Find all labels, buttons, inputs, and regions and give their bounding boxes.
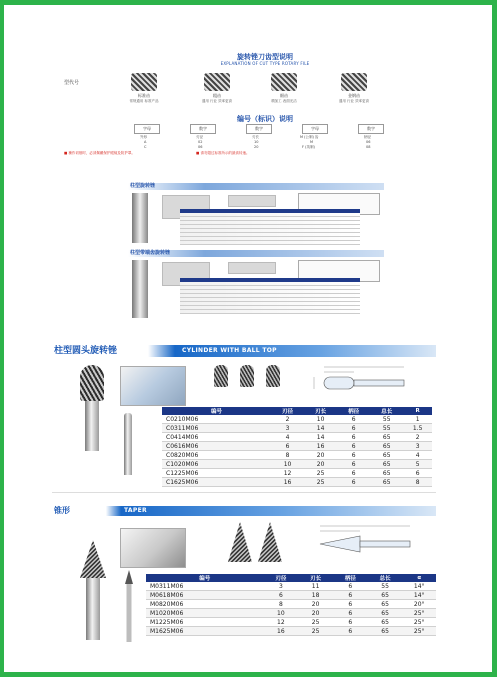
cut-fine-image — [271, 73, 297, 91]
cut-type-subtitle: EXPLANATION OF CUT TYPE ROTARY FILE — [220, 61, 310, 66]
table-cell: 12 — [271, 469, 304, 478]
code-desc-1-mid: A — [144, 140, 147, 144]
table-cell: 12 — [264, 618, 299, 627]
table-cell: 1 — [403, 415, 432, 424]
table-row — [162, 478, 432, 487]
table-cell: M0618M06 — [146, 591, 264, 600]
table-cell: 65 — [370, 442, 403, 451]
cut-fine-desc: 精加工 表面光洁 — [271, 99, 297, 103]
table-row — [162, 415, 432, 424]
table-cell: M1225M06 — [146, 618, 264, 627]
small-taper-burr-photo — [124, 570, 134, 642]
col-radius: R — [403, 407, 432, 415]
mini-burr-photos — [228, 195, 276, 207]
code-explanation-title: 编号（标识）说明 — [237, 115, 293, 123]
taper-burr-photos — [228, 522, 284, 566]
table-cell: 4 — [403, 451, 432, 460]
table-cell: 6 — [337, 460, 370, 469]
table-cell: 65 — [370, 433, 403, 442]
table-row — [146, 618, 436, 627]
taper-col-cut-length: 刃长 — [298, 574, 333, 582]
table-cell: 25 — [304, 469, 337, 478]
green-border-bottom — [0, 672, 497, 677]
taper-usage-photo — [120, 528, 186, 568]
mini-spec-table-end-cut — [180, 278, 360, 314]
col-cut-diameter: 刃径 — [271, 407, 304, 415]
table-cell: 25° — [402, 627, 436, 636]
cut-type-title: 旋转锉刀齿型说明 — [237, 53, 293, 61]
table-cell: 6 — [333, 618, 368, 627]
cylinder-ball-title-en: CYLINDER WITH BALL TOP — [182, 347, 277, 354]
table-cell: 6 — [337, 478, 370, 487]
table-cell: 25 — [298, 618, 333, 627]
table-cell: M0311M06 — [146, 582, 264, 591]
table-cell: 55 — [368, 582, 403, 591]
taper-col-cut-diameter: 刃径 — [264, 574, 299, 582]
cylinder-ball-usage-photo — [120, 366, 186, 406]
cut-coarse-name: 粗齿 — [213, 93, 221, 98]
mini-spec-table-cylinder — [180, 209, 360, 245]
table-cell: 25° — [402, 609, 436, 618]
table-cell: 6 — [333, 609, 368, 618]
taper-spec-table — [146, 574, 436, 636]
table-cell: 14 — [304, 433, 337, 442]
code-desc-3-bot: 20 — [254, 145, 259, 149]
table-row — [162, 469, 432, 478]
table-row — [162, 433, 432, 442]
table-cell: 65 — [368, 627, 403, 636]
green-border-right — [492, 0, 497, 677]
mini-tool-end-cut-photo — [132, 260, 148, 318]
table-cell: 20 — [298, 600, 333, 609]
table-cell: 10 — [271, 460, 304, 469]
table-cell: 6 — [403, 469, 432, 478]
table-cell: 8 — [271, 451, 304, 460]
taper-banner — [52, 506, 436, 516]
mini-section-cylinder-end-cut — [128, 250, 384, 320]
code-desc-4-mid: M — [310, 140, 314, 144]
table-cell: 20 — [304, 451, 337, 460]
table-cell: 6 — [333, 582, 368, 591]
table-cell: 25 — [304, 478, 337, 487]
table-row — [162, 424, 432, 433]
table-cell: 11 — [298, 582, 333, 591]
table-cell: 65 — [370, 478, 403, 487]
table-row — [146, 582, 436, 591]
cut-type-diamond — [336, 73, 372, 104]
table-cell: 6 — [264, 591, 299, 600]
table-cell: 14 — [304, 424, 337, 433]
table-cell: 16 — [264, 627, 299, 636]
table-cell: 10 — [304, 415, 337, 424]
table-cell: 65 — [368, 591, 403, 600]
table-cell: 65 — [368, 618, 403, 627]
table-cell: 4 — [271, 433, 304, 442]
green-border-top — [0, 0, 497, 5]
table-row — [146, 627, 436, 636]
code-desc-5-top: 柄径 — [364, 135, 371, 139]
taper-title-cn: 锥形 — [54, 506, 70, 515]
table-row — [162, 442, 432, 451]
cylinder-ball-spec-table — [162, 407, 432, 487]
table-cell: 14° — [402, 582, 436, 591]
table-cell: 5 — [403, 460, 432, 469]
code-desc-3-mid: 10 — [254, 140, 259, 144]
table-cell: 65 — [368, 600, 403, 609]
table-cell: C1020M06 — [162, 460, 271, 469]
taper-burr-head — [78, 540, 108, 578]
cut-type-coarse — [199, 73, 235, 104]
table-cell: 8 — [403, 478, 432, 487]
table-cell: 1.5 — [403, 424, 432, 433]
table-cell: M1625M06 — [146, 627, 264, 636]
table-cell: C0414M06 — [162, 433, 271, 442]
table-cell: 10 — [264, 609, 299, 618]
code-desc-2-top: 刃径 — [196, 135, 203, 139]
cylinder-ball-dimension-diagram — [304, 359, 414, 403]
table-cell: 6 — [333, 627, 368, 636]
table-cell: 16 — [271, 478, 304, 487]
table-cell: 20° — [402, 600, 436, 609]
table-cell: M0820M06 — [146, 600, 264, 609]
table-cell: C0311M06 — [162, 424, 271, 433]
table-row — [162, 451, 432, 460]
taper-col-code: 编号 — [146, 574, 264, 582]
code-box-2: 数字 — [190, 124, 216, 134]
cut-type-row — [64, 73, 416, 113]
table-cell: 55 — [370, 424, 403, 433]
cylinder-ball-section — [52, 345, 436, 485]
table-cell: 6 — [337, 442, 370, 451]
mini-tool-cylinder-photo — [132, 193, 148, 243]
taper-section — [52, 506, 436, 648]
cylinder-ball-banner — [52, 345, 436, 357]
table-cell: 14° — [402, 591, 436, 600]
table-cell: 18 — [298, 591, 333, 600]
table-cell: C0210M06 — [162, 415, 271, 424]
cut-type-row-label: 型代号 — [64, 80, 80, 86]
table-cell: 55 — [370, 415, 403, 424]
cylinder-ball-title-cn: 柱型圆头旋转锉 — [54, 346, 118, 356]
col-shank-diameter: 柄径 — [337, 407, 370, 415]
code-explanation-row — [64, 124, 416, 154]
table-cell: 6 — [271, 442, 304, 451]
taper-col-overall-length: 总长 — [368, 574, 403, 582]
table-cell: 25 — [298, 627, 333, 636]
table-cell: 65 — [368, 609, 403, 618]
small-burr-photo — [124, 413, 132, 475]
mini-section-cylinder — [128, 183, 384, 243]
col-overall-length: 总长 — [370, 407, 403, 415]
code-desc-5-bot: 08 — [366, 145, 371, 149]
table-cell: 6 — [337, 433, 370, 442]
code-box-3: 数字 — [246, 124, 272, 134]
taper-dimension-diagram — [298, 518, 428, 568]
table-cell: M1020M06 — [146, 609, 264, 618]
safety-note-1: ■ 操作切削时，必须佩戴保护眼镜及防护罩。 — [64, 151, 135, 155]
cut-coarse-image — [204, 73, 230, 91]
burr-photo-1 — [214, 365, 228, 387]
taper-title-en: TAPER — [124, 507, 147, 514]
code-desc-1-bot: C — [144, 145, 147, 149]
table-cell: C0616M06 — [162, 442, 271, 451]
table-cell: 3 — [264, 582, 299, 591]
spec-table-header — [162, 407, 432, 415]
table-cell: 20 — [304, 460, 337, 469]
safety-notes — [64, 151, 394, 156]
table-cell: 2 — [403, 433, 432, 442]
taper-table-header — [146, 574, 436, 582]
table-row — [146, 591, 436, 600]
col-cut-length: 刃长 — [304, 407, 337, 415]
table-cell: 6 — [333, 591, 368, 600]
code-desc-2-bot: 06 — [198, 145, 203, 149]
mini-banner-cylinder-title: 柱型旋转锉 — [130, 183, 156, 189]
taper-col-angle: α — [402, 574, 436, 582]
table-row — [162, 460, 432, 469]
table-cell: 20 — [298, 609, 333, 618]
table-cell: 6 — [337, 451, 370, 460]
cut-type-standard — [126, 73, 162, 104]
table-cell: 16 — [304, 442, 337, 451]
table-cell: 2 — [271, 415, 304, 424]
cut-fine-name: 细齿 — [280, 93, 288, 98]
taper-col-shank-diameter: 柄径 — [333, 574, 368, 582]
table-cell: 65 — [370, 451, 403, 460]
code-box-4: 字母 — [302, 124, 328, 134]
col-code: 编号 — [162, 407, 271, 415]
code-box-5: 数字 — [358, 124, 384, 134]
code-box-1: 字母 — [134, 124, 160, 134]
table-cell: 65 — [370, 469, 403, 478]
table-cell: 3 — [403, 442, 432, 451]
table-row — [146, 609, 436, 618]
safety-note-2: ■ 请勿超过标准所示的最高转速。 — [196, 151, 250, 155]
table-cell: 8 — [264, 600, 299, 609]
table-cell: 6 — [337, 415, 370, 424]
code-desc-4-top: M (公制) 齿 — [300, 135, 319, 139]
cylinder-ball-burr-shank — [85, 401, 99, 451]
table-cell: C1625M06 — [162, 478, 271, 487]
table-cell: C1225M06 — [162, 469, 271, 478]
burr-photo-3 — [266, 365, 280, 387]
cut-type-fine — [266, 73, 302, 104]
table-cell: 3 — [271, 424, 304, 433]
table-cell: 6 — [337, 469, 370, 478]
table-cell: 6 — [333, 600, 368, 609]
burr-photo-2 — [240, 365, 254, 387]
code-desc-3-top: 刃长 — [252, 135, 259, 139]
mini-burr-photos-2 — [228, 262, 276, 274]
cut-diamond-desc: 通用 行业 效率更高 — [338, 99, 370, 103]
cut-standard-image — [131, 73, 157, 91]
code-desc-1-top: 外形 — [140, 135, 147, 139]
cut-diamond-name: 金钢齿 — [348, 93, 360, 98]
cylinder-ball-burr-head — [80, 365, 104, 401]
cut-diamond-image — [341, 73, 367, 91]
mini-banner-cylinder-end-title: 柱型带端齿旋转锉 — [130, 250, 171, 256]
table-cell: 6 — [337, 424, 370, 433]
code-desc-5-mid: 06 — [366, 140, 371, 144]
section-divider — [52, 492, 436, 493]
table-cell: 65 — [370, 460, 403, 469]
mini-banner-cylinder — [128, 183, 384, 190]
table-cell: C0820M06 — [162, 451, 271, 460]
cut-standard-name: 标准齿 — [138, 93, 150, 98]
code-desc-4-bot: F (英制) — [302, 145, 315, 149]
table-cell: 25° — [402, 618, 436, 627]
cut-coarse-desc: 通用 行业 效率更高 — [201, 99, 233, 103]
table-row — [146, 600, 436, 609]
mini-banner-cylinder-end — [128, 250, 384, 257]
cut-standard-desc: 常规通用 标准产品 — [129, 99, 159, 103]
green-border-left — [0, 0, 4, 677]
code-desc-2-mid: 02 — [198, 140, 203, 144]
taper-burr-shank — [86, 578, 100, 640]
